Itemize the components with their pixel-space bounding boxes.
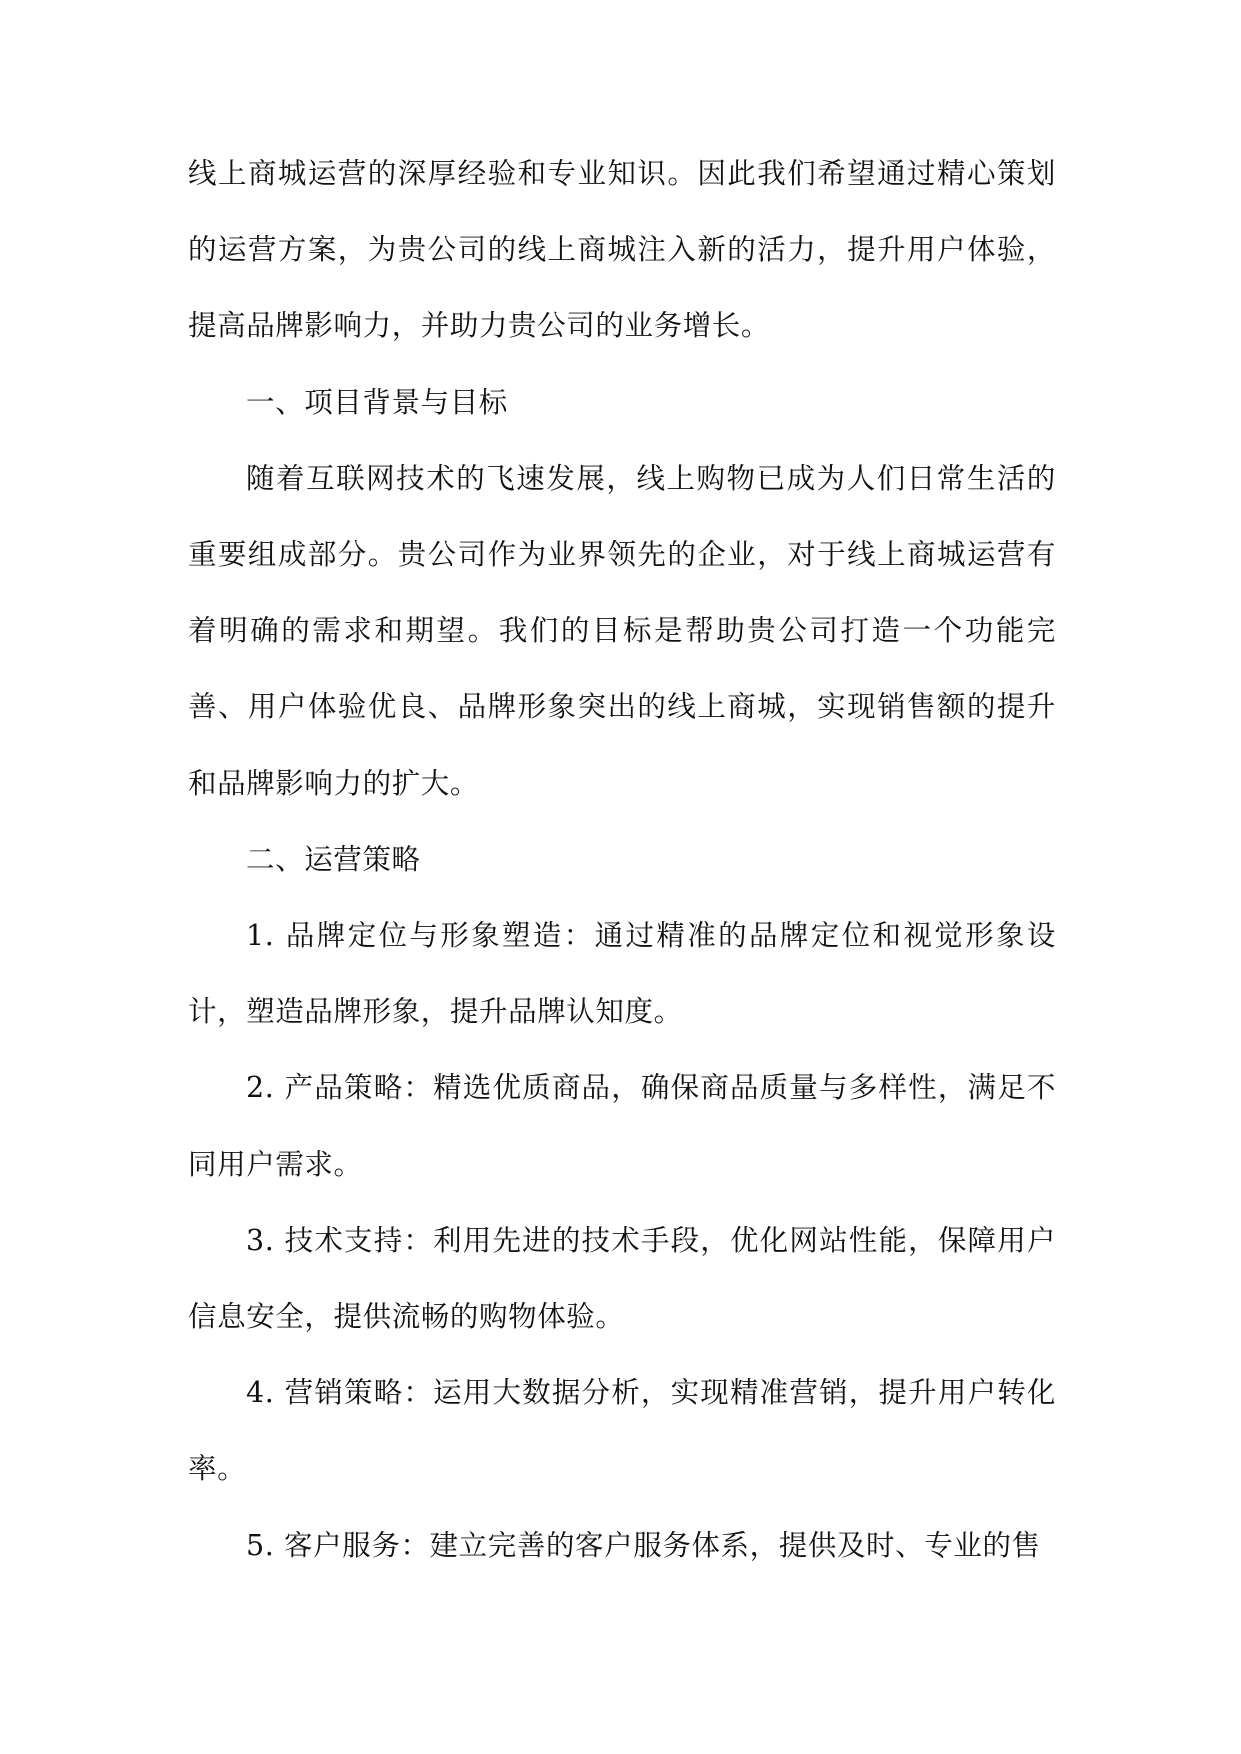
list-item: 3. 技术支持：利用先进的技术手段，优化网站性能，保障用户信息安全，提供流畅的购物体验。 xyxy=(188,1223,1056,1334)
section-heading-strategy: 二、运营策略 xyxy=(246,842,421,876)
list-item: 4. 营销策略：运用大数据分析，实现精准营销，提升用户转化率。 xyxy=(188,1376,1056,1486)
section-heading-background-goals: 一、项目背景与目标 xyxy=(246,385,508,419)
body-paragraph: 随着互联网技术的飞速发展，线上购物已成为人们日常生活的重要组成部分。贵公司作为业界领先的企业，对于线上商城运营有着明确的需求和期望。我们的目标是帮助贵公司打造一个功能完善、用户体验优良、品牌形象突出的线上商城，实现销售额的提升和品牌影响力的扩大。 xyxy=(188,461,1056,800)
body-paragraph: 线上商城运营的深厚经验和专业知识。因此我们希望通过精心策划的运营方案，为贵公司的线上商城注入新的活力，提升用户体验，提高品牌影响力，并助力贵公司的业务增长。 xyxy=(188,157,1056,343)
list-item: 1. 品牌定位与形象塑造：通过精准的品牌定位和视觉形象设计，塑造品牌形象，提升品牌认知度。 xyxy=(188,919,1056,1029)
list-item: 2. 产品策略：精选优质商品，确保商品质量与多样性，满足不同用户需求。 xyxy=(188,1071,1056,1181)
document-body xyxy=(188,136,1056,1584)
list-item: 5. 客户服务：建立完善的客户服务体系，提供及时、专业的售 xyxy=(246,1528,1041,1562)
